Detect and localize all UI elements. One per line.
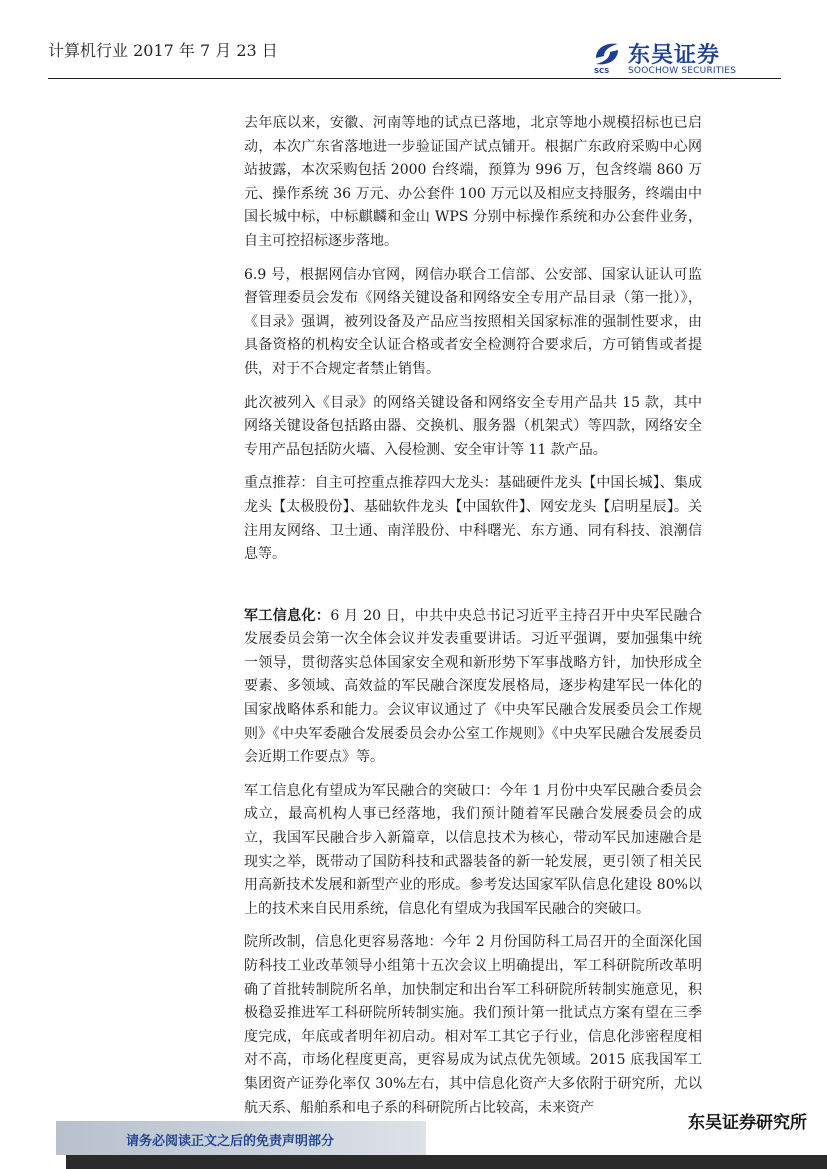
disclaimer-text: 请务必阅读正文之后的免责声明部分 bbox=[126, 1134, 335, 1149]
section-lead-military: 军工信息化： bbox=[244, 607, 331, 624]
logo-abbr: SCS bbox=[594, 67, 610, 75]
footer-strip bbox=[66, 1155, 827, 1169]
paragraph-key-recommendations: 重点推荐：自主可控重点推荐四大龙头：基础硬件龙头【中国长城】、集成龙头【太极股份】、基础软件龙头【中国软件】、网安龙头【启明星辰】。关注用友网络、卫士通、南洋股份、中科曙光、东方通、同有科技、浪潮信息等。 bbox=[244, 475, 702, 563]
paragraph-military-informatization bbox=[244, 605, 702, 770]
paragraph-catalog-release: 6.9 号，根据网信办官网，网信办联合工信部、公安部、国家认证认可监督管理委员会发布《网络关键设备和网络安全专用产品目录（第一批）》，《目录》强调，被列设备及产品应当按照相关国家标准的强制性要求，由具备资格的机构安全认证合格或者安全检测符合要求后，方可销售或者提供，对于不合规定者禁止销售。 bbox=[244, 266, 702, 377]
paragraph-breakthrough: 军工信息化有望成为军民融合的突破口：今年 1 月份中央军民融合委员会成立，最高机构人事已经落地，我们预计随着军民融合发展委员会的成立，我国军民融合步入新篇章，以信息技术为核心，带动军民加速融合是现实之举，既带动了国防科技和武器装备的新一轮发展，更引领了相关民用高新技术发展和新型产业的形成。参考发达国家军队信息化建设 80%以上的技术来自民用系统，信息化有望成为我国军民融合的突破口。 bbox=[244, 782, 702, 917]
header-divider bbox=[48, 78, 781, 79]
paragraph-pilot-rollout: 去年底以来，安徽、河南等地的试点已落地，北京等地小规模招标也已启动，本次广东省落地进一步验证国产试点铺开。根据广东政府采购中心网站披露，本次采购包括 2000 台终端，预算为 996 万，包含终端 860 万元、操作系统 36 万元、办公套件 100 万元以及相应支持服务，终端由中国长城中标，中标麒麟和金山 WPS 分别中标操作系统和办公套件业务，自主可控招标逐步落地。 bbox=[244, 115, 702, 249]
company-logo bbox=[592, 38, 792, 80]
military-informatization-text: 6 月 20 日，中共中央总书记习近平主持召开中央军民融合发展委员会第一次全体会议并发表重要讲话。习近平强调，要加强集中统一领导，贯彻落实总体国家安全观和新形势下军事战略方针，加快形成全要素、多领域、高效益的军民融合深度发展格局，逐步构建军民一体化的国家战略体系和能力。会议审议通过了《中央军民融合发展委员会工作规则》《中央军委融合发展委员会办公室工作规则》《中央军民融合发展委员会近期工作要点》等。 bbox=[244, 607, 702, 766]
paragraph-institute-reform: 院所改制，信息化更容易落地：今年 2 月份国防科工局召开的全面深化国防科技工业改革领导小组第十五次会议上明确提出，军工科研院所改革明确了首批转制院所名单，加快制定和出台军工科研院所转制实施意见，积极稳妥推进军工科研院所转制实施。我们预计第一批试点方案有望在三季度完成，年底或者明年初启动。相对军工其它子行业，信息化涉密程度相对不高，市场化程度更高，更容易成为试点优先领域。2015 底我国军工集团资产证券化率仅 30%左右，其中信息化资产大多依附于研究所，尤以航天系、船舶系和电子系的科研院所占比较高，未来资产 bbox=[244, 934, 702, 1116]
research-institute-name: 东吴证券研究所 bbox=[688, 1113, 807, 1133]
soochow-logo-icon bbox=[592, 40, 622, 68]
disclaimer-banner bbox=[56, 1121, 426, 1155]
paragraph-catalog-items: 此次被列入《目录》的网络关键设备和网络安全专用产品共 15 款，其中网络关键设备包括路由器、交换机、服务器（机架式）等四款，网络安全专用产品包括防火墙、入侵检测、安全审计等 11 款产品。 bbox=[244, 394, 702, 458]
report-header-title: 计算机行业 2017 年 7 月 23 日 bbox=[48, 41, 278, 60]
report-body bbox=[244, 112, 702, 1130]
logo-chinese-name: 东吴证券 bbox=[628, 43, 721, 68]
logo-english-name: SOOCHOW SECURITIES bbox=[628, 66, 737, 76]
